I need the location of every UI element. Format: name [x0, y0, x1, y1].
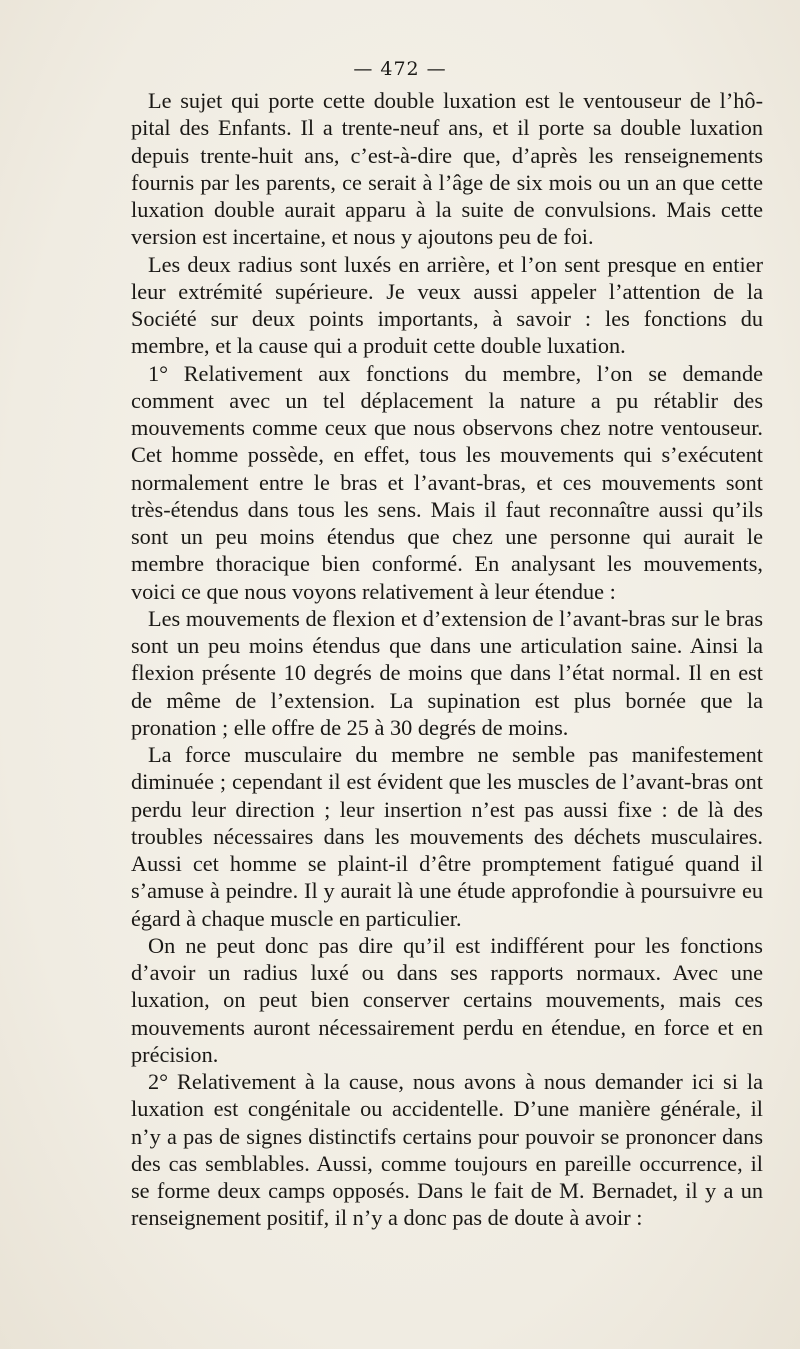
- paragraph: Les deux radius sont luxés en arrière, et l’on sent presque en entier leur extrémité supérieure. Je veux aussi appeler l’attention de la Société sur deux points importants, à savoir : les fonctions du membre, et la cause qui a produit cette double luxation.: [131, 251, 763, 359]
- paragraph: 1° Relativement aux fonctions du membre, l’on se demande comment avec un tel déplacement la nature a pu rétablir des mouvements comme ceux que nous observons chez notre ventouseur. Cet homme possède, en effet, tous les mouvements qui s’exécutent normalement entre le bras et l’avant-bras, et ces mouvements sont très-étendus dans tous les sens. Mais il faut reconnaître aussi qu’ils sont un peu moins étendus que chez une personne qui aurait le membre thoracique bien conformé. En analysant les mouvements, voici ce que nous voyons relativement à leur étendue :: [131, 360, 763, 604]
- paragraph: Le sujet qui porte cette double luxation est le ventouseur de l’hô-pital des Enfants. Il a trente-neuf ans, et il porte sa double luxation depuis trente-huit ans, c’est-à-dire que, d’après les renseignements fournis par les parents, ce serait à l’âge de six mois ou un an que cette luxation double aurait apparu à la suite de convulsions. Mais cette version est incertaine, et nous y ajoutons peu de foi.: [131, 88, 763, 250]
- body-text: [131, 87, 763, 1232]
- page-number: — 472 —: [353, 58, 447, 80]
- paragraph: 2° Relativement à la cause, nous avons à nous demander ici si la luxation est congénitale ou accidentelle. D’une manière générale, il n’y a pas de signes distinctifs certains pour pouvoir se prononcer dans des cas semblables. Aussi, comme toujours en pareille occurrence, il se forme deux camps opposés. Dans le fait de M. Bernadet, il y a un renseignement positif, il n’y a donc pas de doute à avoir :: [131, 1069, 763, 1231]
- paragraph: Les mouvements de flexion et d’extension de l’avant-bras sur le bras sont un peu moins étendus que dans une articulation saine. Ainsi la flexion présente 10 degrés de moins que dans l’état normal. Il en est de même de l’extension. La supination est plus bornée que la pronation ; elle offre de 25 à 30 degrés de moins.: [131, 605, 763, 740]
- paragraph: On ne peut donc pas dire qu’il est indifférent pour les fonctions d’avoir un radius luxé ou dans ses rapports normaux. Avec une luxation, on peut bien conserver certains mouvements, mais ces mouvements auront nécessairement perdu en étendue, en force et en précision.: [131, 932, 763, 1067]
- paragraph: La force musculaire du membre ne semble pas manifestement diminuée ; cependant il est évident que les muscles de l’avant-bras ont perdu leur direction ; leur insertion n’est pas aussi fixe : de là des troubles nécessaires dans les mouvements des déchets musculaires. Aussi cet homme se plaint-il d’être promptement fatigué quand il s’amuse à peindre. Il y aurait là une étude approfondie à poursuivre eu égard à chaque muscle en particulier.: [131, 742, 763, 931]
